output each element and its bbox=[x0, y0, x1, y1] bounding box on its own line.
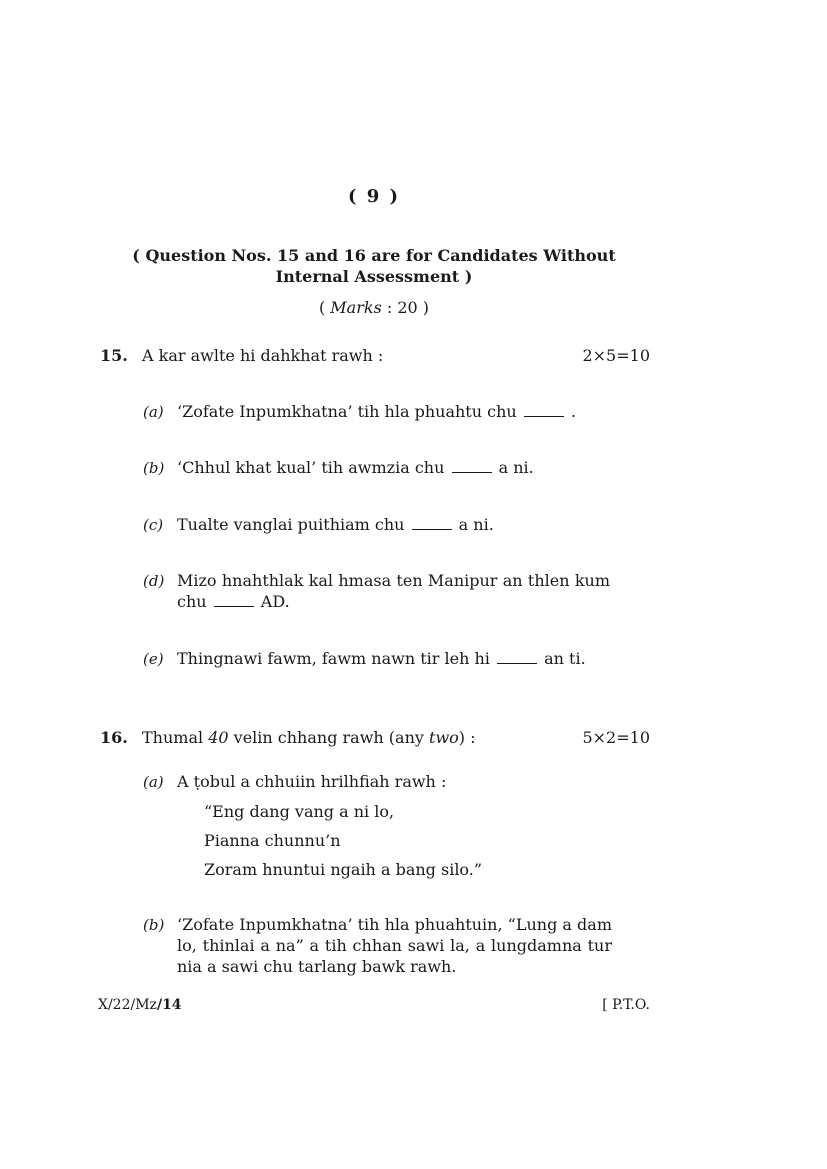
answer-blank bbox=[412, 516, 452, 530]
question-16-marks: 5×2=10 bbox=[582, 728, 650, 747]
answer-blank bbox=[214, 593, 254, 607]
item-15e-label: (e) bbox=[143, 650, 164, 668]
item-16a-text: A ṭobul a chhuiin hrilhfiah rawh : bbox=[177, 772, 447, 791]
section-header: ( Question Nos. 15 and 16 are for Candidates Without Internal Assessment ) bbox=[132, 246, 616, 286]
poem-line: “Eng dang vang a ni lo, bbox=[204, 802, 395, 821]
poem-line: Zoram hnuntui ngaih a bang silo.” bbox=[204, 860, 483, 879]
item-16b-label: (b) bbox=[143, 916, 165, 934]
item-15c-label: (c) bbox=[143, 516, 164, 534]
question-16-text: Thumal 40 velin chhang rawh (any two) : bbox=[142, 728, 476, 747]
page-number: ( 9 ) bbox=[347, 186, 401, 207]
poem-line: Pianna chunnu’n bbox=[204, 831, 341, 850]
paper-code: X/22/Mz/14 bbox=[98, 997, 182, 1013]
item-15c-text: Tualte vanglai puithiam chu a ni. bbox=[177, 515, 494, 534]
question-15-text: A kar awlte hi dahkhat rawh : bbox=[142, 346, 384, 365]
poem-excerpt bbox=[204, 797, 482, 884]
item-15a-text: ‘Zofate Inpumkhatna’ tih hla phuahtu chu . bbox=[177, 402, 576, 421]
answer-blank bbox=[497, 650, 537, 664]
item-16a-label: (a) bbox=[143, 773, 164, 791]
question-15-marks: 2×5=10 bbox=[582, 346, 650, 365]
item-15b-label: (b) bbox=[143, 459, 165, 477]
question-16-number: 16. bbox=[100, 728, 128, 747]
item-16b-text: ‘Zofate Inpumkhatna’ tih hla phuahtuin, “Lung a dam lo, thinlai a na” a tih chhan sawi la, a lungdamna tur nia a sawi chu tarlang bawk rawh. bbox=[177, 915, 612, 976]
answer-blank bbox=[524, 403, 564, 417]
item-15b-text: ‘Chhul khat kual’ tih awmzia chu a ni. bbox=[177, 458, 534, 477]
section-marks: ( Marks : 20 ) bbox=[318, 298, 430, 317]
item-15a-label: (a) bbox=[143, 403, 164, 421]
item-15d-label: (d) bbox=[143, 572, 165, 590]
item-15d-text: Mizo hnahthlak kal hmasa ten Manipur an thlen kum chu AD. bbox=[177, 571, 610, 611]
pto-note: [ P.T.O. bbox=[602, 997, 650, 1013]
answer-blank bbox=[452, 459, 492, 473]
question-15-number: 15. bbox=[100, 346, 128, 365]
item-15e-text: Thingnawi fawm, fawm nawn tir leh hi an ti. bbox=[177, 649, 586, 668]
